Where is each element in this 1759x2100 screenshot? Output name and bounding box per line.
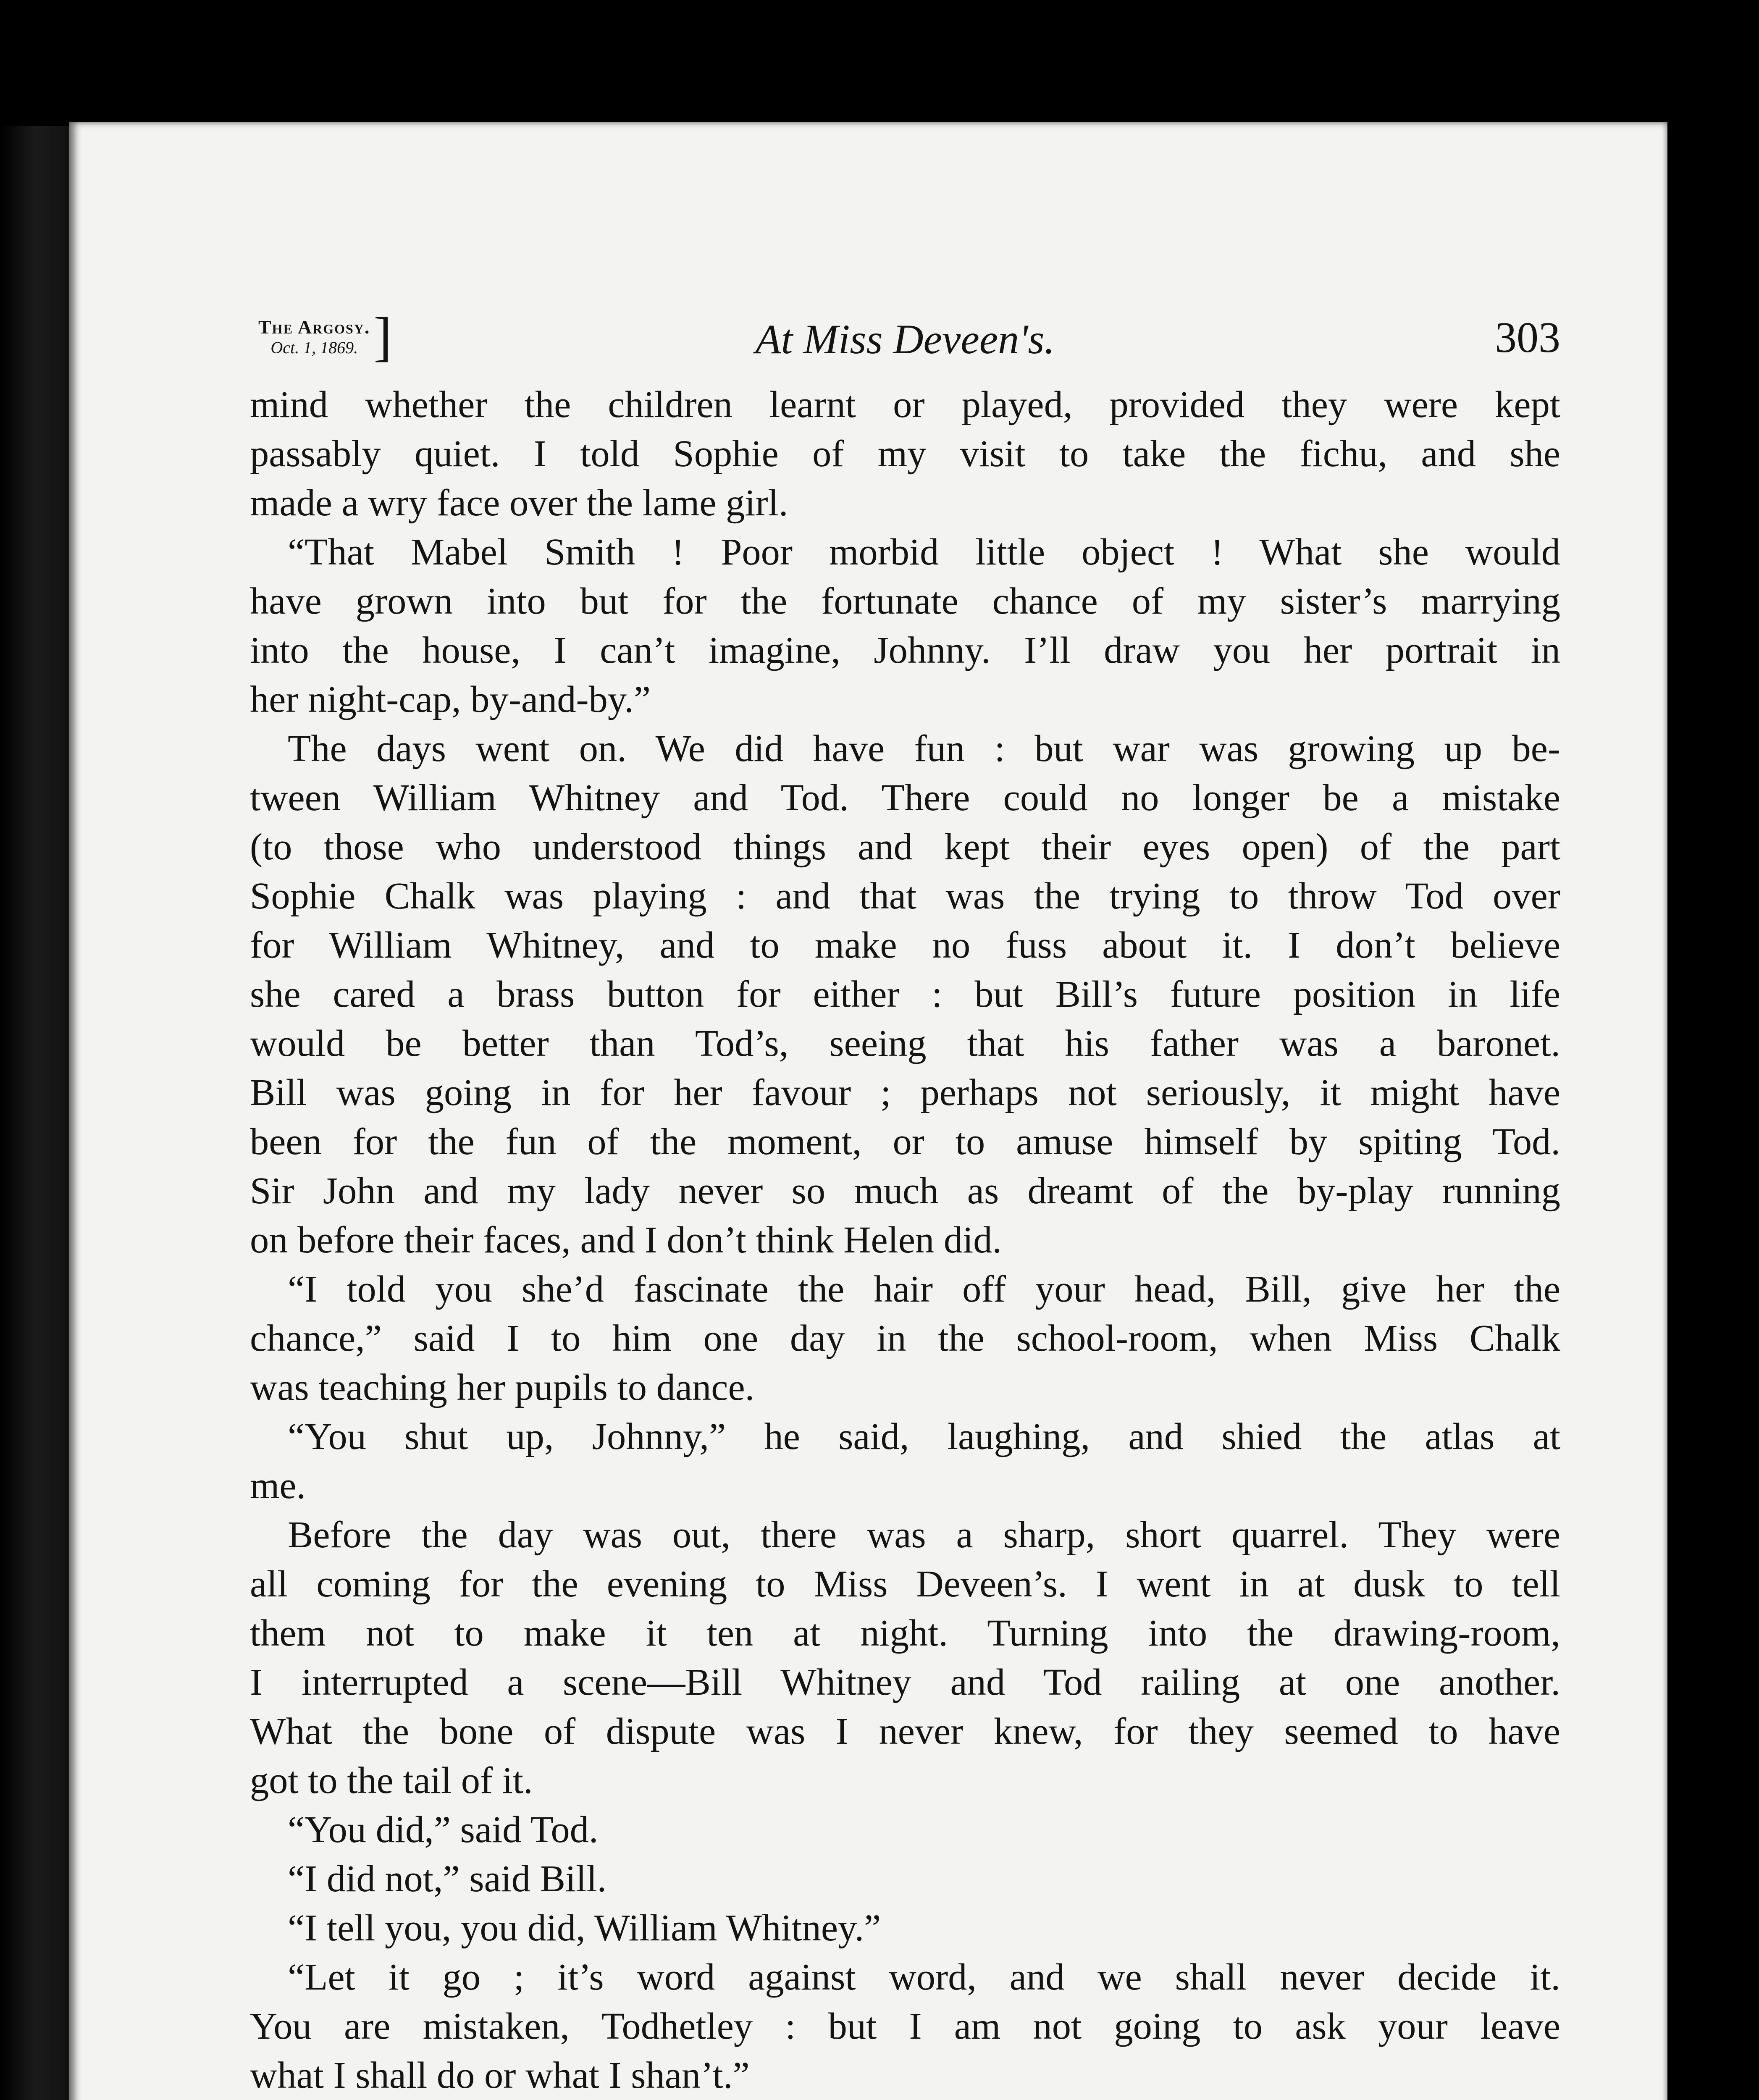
text-line: have grown into but for the fortunate chance of my sister’s marrying: [250, 580, 1560, 622]
journal-name: The Argosy.: [258, 316, 370, 338]
text-line: I interrupted a scene—Bill Whitney and Tod railing at one another.: [250, 1661, 1560, 1703]
body-text: [250, 380, 1560, 2100]
paragraph: [250, 1805, 1560, 1854]
text-line: would be better than Tod’s, seeing that his father was a baronet.: [250, 1022, 1560, 1064]
paragraph: [250, 724, 1560, 1264]
text-line: Before the day was out, there was a sharp, short quarrel. They were: [288, 1513, 1560, 1556]
text-line: all coming for the evening to Miss Deveen’s. I went in at dusk to tell: [250, 1562, 1560, 1605]
journal-bracket: ]: [373, 307, 392, 367]
text-line: “Let it go ; it’s word against word, and we shall never decide it.: [288, 1956, 1560, 1998]
text-line: me.: [250, 1464, 306, 1507]
text-line: “I did not,” said Bill.: [288, 1857, 607, 1900]
text-line: she cared a brass button for either : but Bill’s future position in life: [250, 973, 1560, 1015]
text-line: her night-cap, by-and-by.”: [250, 678, 651, 720]
running-title: At Miss Deveen's.: [755, 316, 1055, 362]
text-line: tween William Whitney and Tod. There could no longer be a mistake: [250, 776, 1560, 819]
text-line: been for the fun of the moment, or to amuse himself by spiting Tod.: [250, 1120, 1560, 1163]
book-page: [69, 122, 1667, 2100]
page-number: 303: [1495, 313, 1560, 362]
paragraph: [250, 380, 1560, 527]
text-line: (to those who understood things and kept their eyes open) of the part: [250, 825, 1560, 868]
paragraph: [250, 1952, 1560, 2100]
page-content: [250, 302, 1560, 2100]
text-line: “I told you she’d fascinate the hair off your head, Bill, give her the: [288, 1268, 1560, 1310]
journal-date: Oct. 1, 1869.: [270, 338, 358, 357]
text-line: mind whether the children learnt or played, provided they were kept: [250, 383, 1560, 425]
text-line: for William Whitney, and to make no fuss about it. I don’t believe: [250, 924, 1560, 966]
text-line: “That Mabel Smith ! Poor morbid little object ! What she would: [288, 530, 1560, 573]
scan-margin-left: [0, 126, 71, 2100]
text-line: The days went on. We did have fun : but war was growing up be-: [288, 727, 1560, 769]
text-line: made a wry face over the lame girl.: [250, 481, 788, 524]
paragraph: [250, 1412, 1560, 1510]
text-line: chance,” said I to him one day in the school-room, when Miss Chalk: [250, 1317, 1560, 1359]
paragraph: [250, 1264, 1560, 1412]
text-line: What the bone of dispute was I never knew, for they seemed to have: [250, 1710, 1560, 1752]
text-line: “I tell you, you did, William Whitney.”: [288, 1906, 881, 1949]
text-line: Bill was going in for her favour ; perhaps not seriously, it might have: [250, 1071, 1560, 1113]
text-line: into the house, I can’t imagine, Johnny. I’ll draw you her portrait in: [250, 629, 1560, 671]
text-line: Sophie Chalk was playing : and that was the trying to throw Tod over: [250, 874, 1560, 917]
text-line: You are mistaken, Todhetley : but I am not going to ask your leave: [250, 2005, 1560, 2047]
text-line: got to the tail of it.: [250, 1759, 533, 1801]
paragraph: [250, 527, 1560, 724]
running-head: [250, 302, 1560, 374]
text-line: “You did,” said Tod.: [288, 1808, 599, 1851]
text-line: Sir John and my lady never so much as dreamt of the by-play running: [250, 1169, 1560, 1212]
text-line: what I shall do or what I shan’t.”: [250, 2054, 750, 2096]
text-line: them not to make it ten at night. Turning into the drawing-room,: [250, 1612, 1560, 1654]
text-line: “You shut up, Johnny,” he said, laughing, and shied the atlas at: [288, 1415, 1560, 1457]
text-line: on before their faces, and I don’t think Helen did.: [250, 1218, 1002, 1261]
text-line: passably quiet. I told Sophie of my visit to take the fichu, and she: [250, 432, 1560, 475]
text-line: was teaching her pupils to dance.: [250, 1366, 755, 1408]
paragraph: [250, 1854, 1560, 1903]
paragraph: [250, 1903, 1560, 1952]
paragraph: [250, 1510, 1560, 1805]
